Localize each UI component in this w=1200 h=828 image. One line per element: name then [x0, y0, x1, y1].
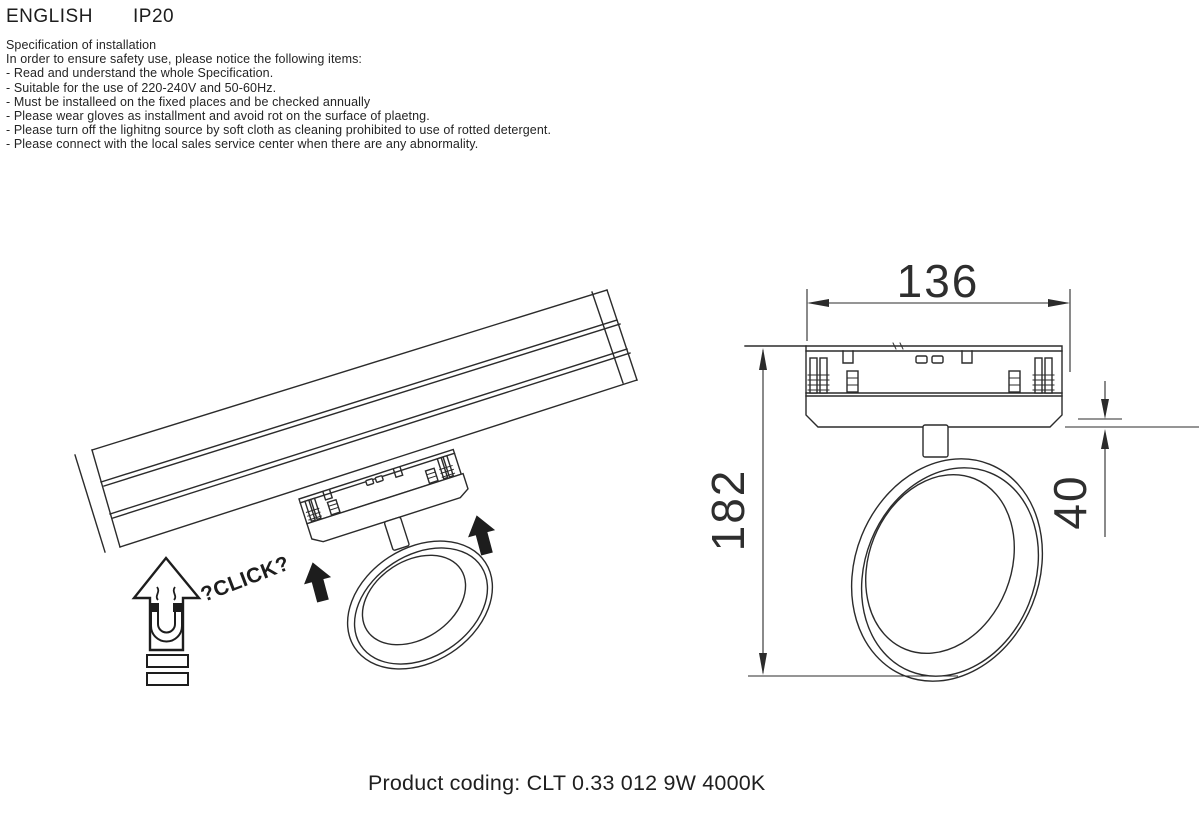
magnet-arrow-icon: [134, 558, 199, 685]
adapter-right: [806, 343, 1062, 457]
installation-drawing: [75, 290, 637, 695]
dim-height-value: 182: [702, 468, 754, 552]
spec-line: - Please connect with the local sales service center when there are any abnormality.: [6, 137, 479, 152]
language-label: ENGLISH: [6, 6, 93, 27]
dim-depth-value: 40: [1044, 474, 1096, 530]
spec-line: - Suitable for the use of 220-240V and 50-60Hz.: [6, 80, 277, 95]
spec-title: Specification of installation: [6, 38, 157, 52]
dimension-drawing: [702, 255, 1199, 710]
spec-line: - Please wear gloves as installment and avoid rot on the surface of plaetng.: [6, 109, 430, 124]
dim-depth: [1044, 381, 1199, 537]
dim-width-value: 136: [896, 255, 980, 307]
product-coding: Product coding: CLT 0.33 012 9W 4000K: [368, 771, 766, 795]
spec-intro: In order to ensure safety use, please notice the following items:: [6, 52, 362, 67]
ring-light-right: [819, 430, 1075, 710]
spec-line: - Please turn off the lighitng source by soft cloth as cleaning prohibited to use of rotted detergent.: [6, 123, 552, 138]
click-label: ?CLICK?: [197, 551, 293, 607]
install-arrow-left-icon: [299, 559, 336, 605]
spec-line: - Read and understand the whole Specification.: [6, 66, 274, 81]
ip-rating-label: IP20: [133, 6, 175, 27]
spec-line: - Must be installeed on the fixed places and be checked annually: [6, 94, 371, 109]
